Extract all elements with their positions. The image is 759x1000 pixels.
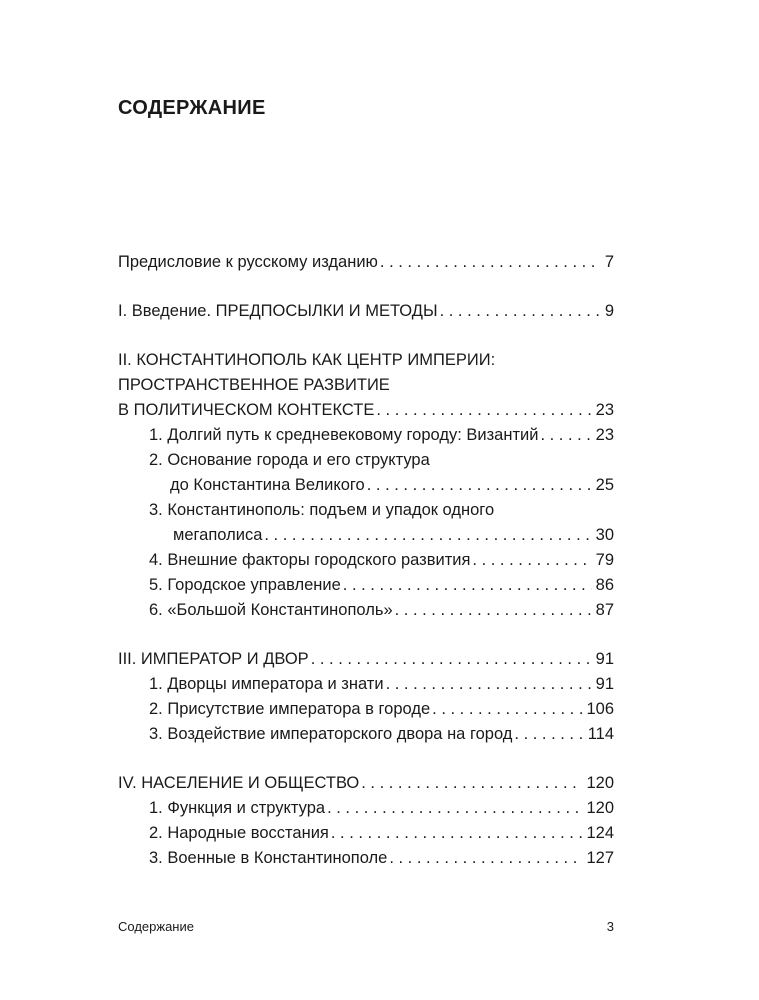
toc-page-number: 86 (595, 576, 614, 594)
toc-page-number: 127 (586, 849, 614, 867)
toc-entry-title: 6. «Большой Константинополь» (149, 601, 393, 619)
dot-leader (327, 796, 582, 821)
dot-leader (331, 821, 583, 846)
toc-page-number: 114 (587, 725, 614, 743)
toc-page-number: 106 (586, 700, 614, 718)
toc-subentry-3-2[interactable] (118, 697, 614, 722)
toc-entry-title: 3. Воздействие императорского двора на город (149, 725, 513, 743)
toc-subentry-3-1[interactable] (118, 672, 614, 697)
toc-entry-title: IV. НАСЕЛЕНИЕ И ОБЩЕСТВО (118, 774, 360, 792)
toc-page-number: 87 (595, 601, 614, 619)
toc-entry-chapter-4[interactable] (118, 771, 614, 796)
toc-entry-title: 1. Долгий путь к средневековому городу: Византий (149, 426, 539, 444)
page-title: СОДЕРЖАНИЕ (118, 97, 266, 119)
dot-leader (311, 647, 592, 672)
toc-subentry-2-6[interactable] (118, 598, 614, 623)
toc-subentry-4-3[interactable] (118, 846, 614, 871)
dot-leader (472, 548, 591, 573)
dot-leader (361, 771, 582, 796)
toc-page-number: 25 (595, 476, 614, 494)
toc-entry-title: Предисловие к русскому изданию (118, 253, 378, 271)
toc-subentry-2-4[interactable] (118, 548, 614, 573)
toc-entry-title: 5. Городское управление (149, 576, 341, 594)
dot-leader (440, 299, 601, 324)
dot-leader (343, 573, 592, 598)
toc-entry-chapter-3[interactable] (118, 647, 614, 672)
toc-entry-title: 1. Дворцы императора и знати (149, 675, 384, 693)
dot-leader (389, 846, 582, 871)
toc-page-number: 120 (586, 774, 614, 792)
dot-leader (386, 672, 592, 697)
toc-page-number: 9 (604, 302, 614, 320)
toc-entry-title: 3. Военные в Константинополе (149, 849, 388, 867)
toc-page-number: 30 (595, 526, 614, 544)
dot-leader (432, 697, 582, 722)
toc-entry-title: 2. Присутствие императора в городе (149, 700, 431, 718)
toc-subentry-2-1[interactable] (118, 423, 614, 448)
toc-entry-title: 1. Функция и структура (149, 799, 326, 817)
toc-subentry-3-3[interactable] (118, 722, 614, 747)
toc-page-number: 23 (595, 426, 614, 444)
toc-entry-chapter-2-line-1[interactable]: II. КОНСТАНТИНОПОЛЬ КАК ЦЕНТР ИМПЕРИИ: (118, 351, 496, 369)
toc-page-number: 23 (595, 401, 614, 419)
footer-page-number: 3 (606, 919, 614, 934)
toc-subentry-2-2-line-1[interactable]: 2. Основание города и его структура (149, 451, 430, 469)
toc-entry-title: до Константина Великого (170, 476, 365, 494)
toc-entry-title: мегаполиса (173, 526, 263, 544)
toc-entry-title: I. Введение. ПРЕДПОСЫЛКИ И МЕТОДЫ (118, 302, 438, 320)
toc-subentry-2-3-line-1[interactable]: 3. Константинополь: подъем и упадок одного (149, 501, 495, 519)
dot-leader (395, 598, 592, 623)
toc-subentry-4-2[interactable] (118, 821, 614, 846)
dot-leader (264, 523, 591, 548)
toc-entry-chapter-2[interactable] (118, 398, 614, 423)
toc-entry-chapter-1[interactable] (118, 299, 614, 324)
dot-leader (514, 722, 583, 747)
toc-entry-title: 4. Внешние факторы городского развития (149, 551, 471, 569)
toc-entry-title: 2. Народные восстания (149, 824, 329, 842)
toc-entry-preface[interactable] (118, 250, 614, 275)
dot-leader (376, 398, 591, 423)
dot-leader (540, 423, 591, 448)
toc-subentry-2-3[interactable] (118, 523, 614, 548)
toc-page-number: 7 (604, 253, 614, 271)
running-footer-label: Содержание (118, 919, 194, 934)
table-of-contents (118, 250, 614, 871)
toc-entry-chapter-2-line-2[interactable]: ПРОСТРАНСТВЕННОЕ РАЗВИТИЕ (118, 376, 390, 394)
toc-entry-title: В ПОЛИТИЧЕСКОМ КОНТЕКСТЕ (118, 401, 375, 419)
dot-leader (367, 473, 592, 498)
toc-subentry-4-1[interactable] (118, 796, 614, 821)
toc-page-number: 79 (595, 551, 614, 569)
toc-entry-title: III. ИМПЕРАТОР И ДВОР (118, 650, 309, 668)
toc-subentry-2-2[interactable] (118, 473, 614, 498)
toc-subentry-2-5[interactable] (118, 573, 614, 598)
toc-page-number: 91 (595, 650, 614, 668)
toc-page-number: 120 (586, 799, 614, 817)
toc-page-number: 91 (595, 675, 614, 693)
dot-leader (380, 250, 601, 275)
toc-page-number: 124 (586, 824, 614, 842)
